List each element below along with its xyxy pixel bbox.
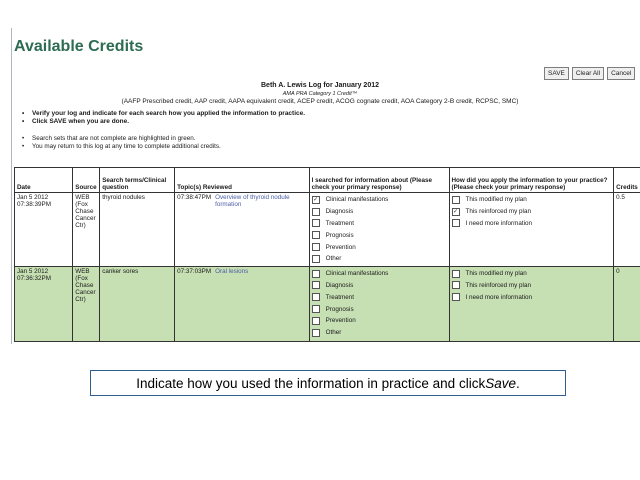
option-label: This modified my plan: [465, 270, 527, 278]
checkbox[interactable]: [312, 281, 320, 289]
cell-credits: 0.5: [614, 193, 640, 267]
header-source: Source: [73, 168, 100, 193]
option-row: [452, 268, 612, 280]
checkbox[interactable]: [452, 219, 460, 227]
header-date: Date: [15, 168, 73, 193]
instruction-item: • Click SAVE when you are done.: [22, 117, 130, 125]
note-item: • You may return to this log at any time to complete additional credits.: [22, 142, 221, 150]
credit-types: (AAFP Prescribed credit, AAP credit, AAPA equivalent credit, ACEP credit, ACOG cognate credit, AOA Category 2-B credit, RCPSC, SMC): [121, 98, 519, 105]
checkbox[interactable]: [312, 231, 320, 239]
option-row: [452, 194, 612, 206]
table-row: [15, 266, 640, 341]
cell-terms: canker sores: [100, 266, 175, 341]
topic-time: 07:37:03PM: [177, 267, 212, 275]
topic-link[interactable]: Oral lesions: [215, 267, 249, 275]
cell-credits: 0: [614, 266, 640, 341]
checkbox[interactable]: [312, 293, 320, 301]
checkbox[interactable]: [312, 317, 320, 325]
option-label: Prognosis: [325, 231, 354, 239]
option-label: Other: [325, 255, 342, 263]
option-label: This reinforced my plan: [465, 281, 531, 289]
checkbox[interactable]: ✓: [313, 196, 319, 203]
log-subtitle: AMA PRA Category 1 Credit™: [282, 91, 358, 97]
cell-terms: thyroid nodules: [100, 193, 175, 267]
option-label: I need more information: [465, 219, 533, 227]
option-label: This reinforced my plan: [465, 208, 531, 216]
option-label: Other: [325, 329, 342, 337]
option-row: [312, 194, 447, 206]
cell-applied: [449, 266, 614, 341]
left-border: [11, 28, 12, 344]
credits-table: [14, 167, 640, 342]
checkbox[interactable]: [312, 219, 320, 227]
page-title: Available Credits: [14, 38, 144, 55]
option-row: [312, 218, 447, 230]
cell-topics: [175, 266, 309, 341]
option-label: Treatment: [325, 293, 355, 301]
note-text: Search sets that are not complete are highlighted in green.: [32, 135, 196, 142]
checkbox[interactable]: [452, 293, 460, 301]
header-terms: Search terms/Clinical question: [100, 168, 175, 193]
option-row: [312, 253, 447, 265]
action-buttons: [544, 67, 635, 80]
cell-date: Jan 5 2012 07:36:32PM: [15, 266, 73, 341]
option-label: Treatment: [325, 219, 355, 227]
cancel-button[interactable]: Cancel: [607, 67, 635, 80]
checkbox[interactable]: [452, 196, 460, 204]
checkbox[interactable]: ✓: [452, 208, 459, 215]
instruction-item: • Verify your log and indicate for each search how you applied the information to practice.: [22, 110, 306, 117]
option-label: Diagnosis: [325, 208, 354, 216]
checkbox[interactable]: [452, 270, 460, 278]
checkbox[interactable]: [452, 281, 460, 289]
table-header-row: [15, 168, 640, 193]
caption-emphasis: Save: [485, 375, 516, 391]
topic-time: 07:38:47PM: [177, 194, 212, 201]
option-row: [312, 268, 447, 280]
option-label: Prevention: [325, 317, 356, 325]
checkbox[interactable]: [312, 270, 320, 278]
option-label: Prognosis: [325, 305, 354, 313]
option-row: [452, 291, 612, 303]
clear-all-button[interactable]: Clear All: [572, 67, 604, 80]
option-label: This modified my plan: [465, 196, 527, 204]
cell-date: Jan 5 2012 07:38:39PM: [15, 193, 73, 267]
cell-searched: [309, 193, 449, 267]
checkbox[interactable]: [312, 255, 320, 263]
checkbox[interactable]: [312, 208, 320, 216]
cell-applied: [449, 193, 614, 267]
option-row: [452, 280, 612, 292]
tutorial-caption: [90, 370, 566, 396]
option-row: [312, 303, 447, 315]
option-row: [452, 206, 612, 218]
header-applied: How did you apply the information to your practice? (Please check your primary response): [449, 168, 614, 193]
option-label: Clinical manifestations: [325, 196, 389, 204]
instruction-text: Verify your log and indicate for each search how you applied the information to practice.: [32, 110, 306, 117]
caption-suffix: .: [515, 375, 520, 391]
header-searched: I searched for information about (Please check your primary response): [309, 168, 449, 193]
cell-source: WEB (Fox Chase Cancer Ctr): [73, 266, 100, 341]
checkbox[interactable]: [312, 329, 320, 337]
checkbox[interactable]: [312, 305, 320, 313]
instructions: [22, 110, 305, 125]
option-row: [312, 315, 447, 327]
note-item: • Search sets that are not complete are highlighted in green.: [22, 135, 196, 142]
option-label: Prevention: [325, 243, 356, 251]
instruction-text: Click SAVE when you are done.: [32, 117, 130, 125]
option-row: [312, 291, 447, 303]
option-row: [312, 241, 447, 253]
option-row: [312, 229, 447, 241]
cell-searched: [309, 266, 449, 341]
caption-text: Indicate how you used the information in practice and click: [136, 375, 486, 391]
cell-topics: [175, 193, 309, 267]
save-button[interactable]: SAVE: [544, 67, 569, 80]
checkbox[interactable]: [312, 243, 320, 251]
option-row: [312, 206, 447, 218]
option-row: [312, 327, 447, 339]
topic-link[interactable]: Overview of thyroid nodule formation: [215, 194, 290, 208]
option-row: [452, 218, 612, 230]
option-row: [312, 280, 447, 292]
note-text: You may return to this log at any time to complete additional credits.: [32, 142, 221, 150]
notes: [22, 135, 221, 150]
cell-source: WEB (Fox Chase Cancer Ctr): [73, 193, 100, 267]
header-credits: Credits: [614, 168, 640, 193]
option-label: Diagnosis: [325, 281, 354, 289]
table-row: [15, 193, 640, 267]
option-label: I need more information: [465, 293, 533, 301]
log-title: Beth A. Lewis Log for January 2012: [261, 82, 379, 89]
option-label: Clinical manifestations: [325, 270, 389, 278]
header-topics: Topic(s) Reviewed: [175, 168, 309, 193]
